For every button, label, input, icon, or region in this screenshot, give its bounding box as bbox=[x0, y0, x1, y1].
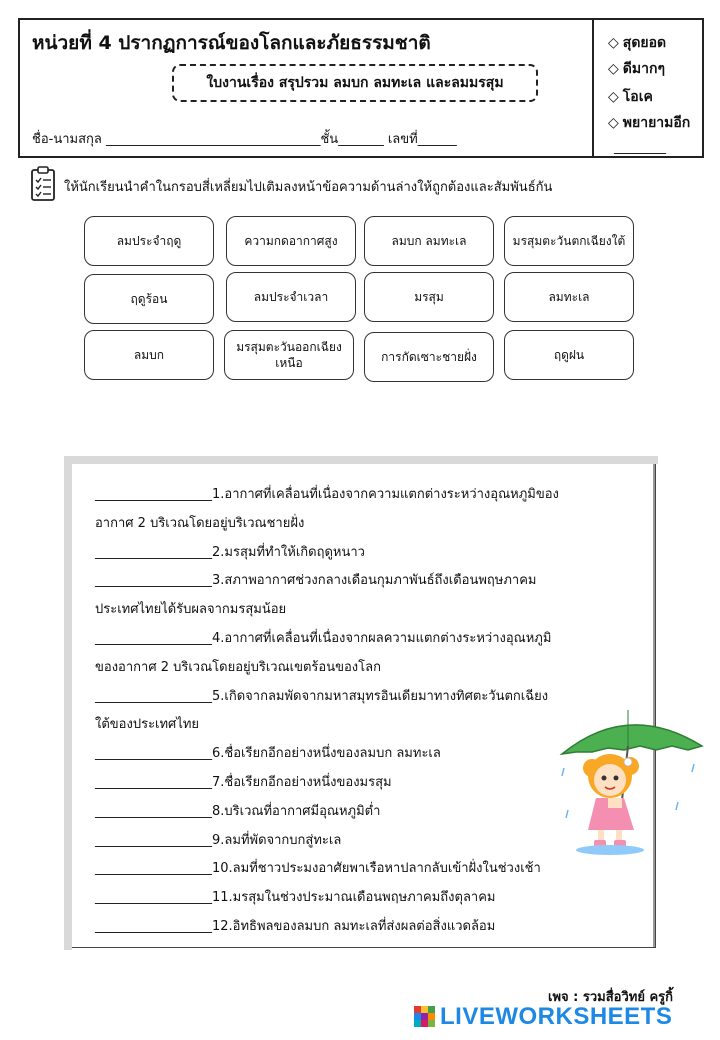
word-bank-item[interactable]: ลมบก bbox=[84, 330, 214, 380]
brand-name: LIVEWORKSHEETS bbox=[440, 1003, 673, 1030]
panel-shadow-left bbox=[64, 456, 72, 950]
score-line: ________ bbox=[614, 140, 666, 155]
word-bank-item[interactable]: ลมประจำฤดู bbox=[84, 216, 214, 266]
question-1-cont: อากาศ 2 บริเวณโดยอยู่บริเวณชายฝั่ง bbox=[95, 516, 305, 531]
question-1[interactable]: __________________1.อากาศที่เคลื่อนที่เนื่องจากความแตกต่างระหว่างอุณหภูมิของ bbox=[95, 487, 559, 502]
question-3[interactable]: __________________3.สภาพอากาศช่วงกลางเดือนกุมภาพันธ์ถึงเดือนพฤษภาคม bbox=[95, 573, 537, 588]
word-bank-item[interactable]: ลมประจำเวลา bbox=[226, 272, 356, 322]
question-5[interactable]: __________________5.เกิดจากลมพัดจากมหาสมุทรอินเดียมาทางทิศตะวันตกเฉียง bbox=[95, 689, 549, 704]
word-bank-item[interactable]: ลมบก ลมทะเล bbox=[364, 216, 494, 266]
question-6[interactable]: __________________6.ชื่อเรียกอีกอย่างหนึ่งของลมบก ลมทะเล bbox=[95, 746, 441, 761]
liveworksheets-logo-icon bbox=[414, 1006, 436, 1028]
question-7[interactable]: __________________7.ชื่อเรียกอีกอย่างหนึ่งของมรสุม bbox=[95, 775, 392, 790]
question-4[interactable]: __________________4.อากาศที่เคลื่อนที่เนื่องจากผลความแตกต่างระหว่างอุณหภูมิ bbox=[95, 631, 552, 646]
question-2[interactable]: __________________2.มรสุมที่ทำให้เกิดฤดูหนาว bbox=[95, 545, 365, 560]
question-3-cont: ประเทศไทยได้รับผลจากมรสุมน้อย bbox=[95, 602, 287, 617]
word-bank-item[interactable]: ฤดูร้อน bbox=[84, 274, 214, 324]
question-9[interactable]: __________________9.ลมที่พัดจากบกสู่ทะเล bbox=[95, 833, 342, 848]
header-divider bbox=[592, 20, 594, 156]
rating-option-3[interactable]: ◇ โอเค bbox=[608, 89, 653, 105]
instruction-text: ให้นักเรียนนำคำในกรอบสี่เหลี่ยมไปเติมลงหน้าข้อความด้านล่างให้ถูกต้องและสัมพันธ์กัน bbox=[64, 180, 553, 195]
panel-shadow-top bbox=[64, 456, 658, 464]
diamond-icon: ◇ bbox=[608, 61, 619, 77]
questions-panel bbox=[64, 456, 656, 948]
liveworksheets-brand bbox=[414, 1002, 672, 1032]
word-bank-item[interactable]: ความกดอากาศสูง bbox=[226, 216, 356, 266]
question-4-cont: ของอากาศ 2 บริเวณโดยอยู่บริเวณเขตร้อนของโลก bbox=[95, 660, 381, 675]
girl-with-umbrella-illustration bbox=[548, 706, 708, 856]
worksheet-title: ใบงานเรื่อง สรุปรวม ลมบก ลมทะเล และลมมรสุม bbox=[172, 64, 538, 102]
question-10[interactable]: __________________10.ลมที่ชาวประมงอาศัยพาเรือหาปลากลับเข้าฝั่งในช่วงเช้า bbox=[95, 861, 541, 876]
rating-option-2[interactable]: ◇ ดีมากๆ bbox=[608, 61, 665, 77]
word-bank-item[interactable]: มรสุมตะวันออกเฉียงเหนือ bbox=[224, 330, 354, 380]
rating-option-4[interactable]: ◇ พยายามอีก bbox=[608, 115, 691, 131]
word-bank-item[interactable]: มรสุม bbox=[364, 272, 494, 322]
question-8[interactable]: __________________8.บริเวณที่อากาศมีอุณหภูมิต่ำ bbox=[95, 804, 381, 819]
student-name-line[interactable]: ชื่อ-นามสกุล _________________________________ชั้น_______ เลขที่______ bbox=[32, 132, 457, 147]
diamond-icon: ◇ bbox=[608, 115, 619, 131]
unit-title: หน่วยที่ 4 ปรากฏการณ์ของโลกและภัยธรรมชาติ bbox=[32, 32, 431, 54]
rating-option-1[interactable]: ◇ สุดยอด bbox=[608, 35, 667, 51]
credit-text: เพจ : รวมสื่อวิทย์ ครูกิ้ bbox=[548, 990, 674, 1005]
question-11[interactable]: __________________11.มรสุมในช่วงประมาณเดือนพฤษภาคมถึงตุลาคม bbox=[95, 890, 496, 905]
diamond-icon: ◇ bbox=[608, 35, 619, 51]
word-bank-item[interactable]: การกัดเซาะชายฝั่ง bbox=[364, 332, 494, 382]
question-12[interactable]: __________________12.อิทธิพลของลมบก ลมทะเลที่ส่งผลต่อสิ่งแวดล้อม bbox=[95, 919, 496, 934]
word-bank-item[interactable]: มรสุมตะวันตกเฉียงใต้ bbox=[504, 216, 634, 266]
worksheet-header bbox=[18, 18, 704, 158]
word-bank-item[interactable]: ลมทะเล bbox=[504, 272, 634, 322]
clipboard-icon bbox=[30, 166, 56, 202]
diamond-icon: ◇ bbox=[608, 89, 619, 105]
word-bank-item[interactable]: ฤดูฝน bbox=[504, 330, 634, 380]
question-5-cont: ใต้ของประเทศไทย bbox=[95, 717, 200, 732]
